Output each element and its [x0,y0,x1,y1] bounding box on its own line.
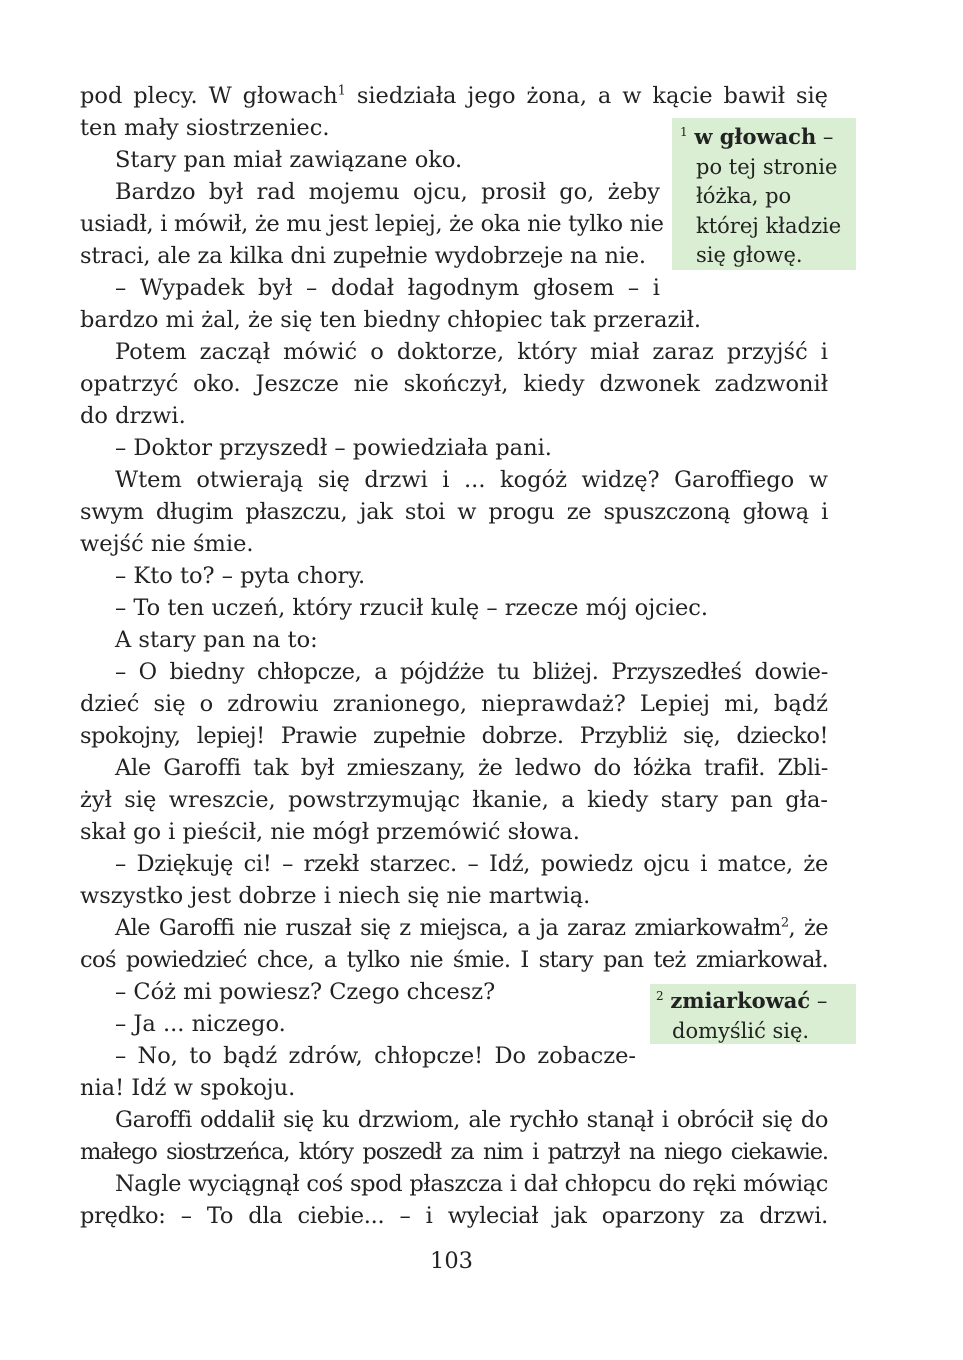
footnote-text: domyślić się. [672,1018,810,1043]
text-line: spokojny, lepiej! Prawie zupełnie dobrze. Przybliż się, dziecko! [80,723,828,749]
text-line: prędko: – To dla ciebie... – i wyleciał jak oparzony za drzwi. [80,1203,828,1229]
text-line: Bardzo był rad mojemu ojcu, prosił go, żeby [115,179,660,205]
footnote-number: 1 [680,125,688,139]
text-line: Potem zaczął mówić o doktorze, który miał zaraz przyjść i [115,339,828,365]
text-line: wszystko jest dobrze i niech się nie martwią. [80,883,591,909]
footnote-term: w głowach [694,124,817,149]
footnote-ref: 1 [337,83,346,99]
text-line: – Cóż mi powiesz? Czego chcesz? [115,979,496,1005]
footnote-text: się głowę. [696,243,803,267]
text-line: opatrzyć oko. Jeszcze nie skończył, kiedy dzwonek zadzwonił [80,371,828,397]
text-line: nia! Idź w spokoju. [80,1075,296,1101]
text-line: skał go i pieścił, nie mógł przemówić słowa. [80,819,580,845]
footnote-number: 2 [656,989,664,1003]
footnote-term: zmiarkować [670,988,811,1013]
text-line: usiadł, i mówił, że mu jest lepiej, że oka nie tylko nie [80,211,664,237]
text-line: Garoffi oddalił się ku drzwiom, ale rychło stanął i obrócił się do [115,1107,828,1133]
text-line: do drzwi. [80,403,186,429]
text-line: – Wypadek był – dodał łagodnym głosem – i [115,275,660,301]
text-line: ten mały siostrzeniec. [80,115,330,141]
footnote-text: której kładzie [696,213,842,238]
footnote-ref: 2 [780,915,789,931]
text-line: – Kto to? – pyta chory. [115,563,366,589]
text-line: Nagle wyciągnął coś spod płaszcza i dał chłopcu do ręki mówiąc [115,1171,828,1197]
text-line: – Ja ... niczego. [115,1011,286,1037]
text-line: bardzo mi żal, że się ten biedny chłopiec tak przeraził. [80,307,702,333]
footnote-box-2: $^2$ zmiarkować – domyślić się. [650,984,856,1044]
text-line: coś powiedzieć chce, a tylko nie śmie. I stary pan też zmiarkował. [80,947,828,973]
text-line: – Dziękuję ci! – rzekł starzec. – Idź, powiedz ojcu i matce, że [115,851,828,877]
text-line: żył się wreszcie, powstrzymując łkanie, a kiedy stary pan gła- [80,787,828,813]
text-line: Wtem otwierają się drzwi i ... kogóż widzę? Garoffiego w [115,467,828,493]
text-line: pod plecy. W głowach$^1$ siedziała jego żona, a w kącie bawił się [80,83,828,109]
text-line: małego siostrzeńca, który poszedł za nim i patrzył na niego ciekawie. [80,1139,828,1165]
footnote-text: po tej stronie [696,154,838,179]
text-line: – O biedny chłopcze, a pójdźże tu bliżej. Przyszedłeś dowie- [115,659,828,685]
text-line: A stary pan na to: [115,627,318,653]
text-line: Stary pan miał zawiązane oko. [115,147,463,173]
text-line: wejść nie śmie. [80,531,254,557]
text-line: – No, to bądź zdrów, chłopcze! Do zobacze- [115,1043,636,1069]
page-number: 103 [430,1248,473,1274]
text-line: Ale Garoffi tak był zmieszany, że ledwo do łóżka trafił. Zbli- [115,755,828,781]
text-line: – To ten uczeń, który rzucił kulę – rzecze mój ojciec. [115,595,709,621]
text-line: – Doktor przyszedł – powiedziała pani. [115,435,552,461]
footnote-box-1: $^1$ w głowach – po tej stronie łóżka, po której kładzie się głowę. [672,118,856,270]
text-line: dzieć się o zdrowiu zranionego, nieprawdaż? Lepiej mi, bądź [80,691,828,717]
text-line: swym długim płaszczu, jak stoi w progu ze spuszczoną głową i [80,499,828,525]
text-line: straci, ale za kilka dni zupełnie wydobrzeje na nie. [80,243,646,269]
text-line: Ale Garoffi nie ruszał się z miejsca, a ja zaraz zmiarkowałm$^2$, że [115,915,828,941]
footnote-text: łóżka, po [696,184,792,208]
